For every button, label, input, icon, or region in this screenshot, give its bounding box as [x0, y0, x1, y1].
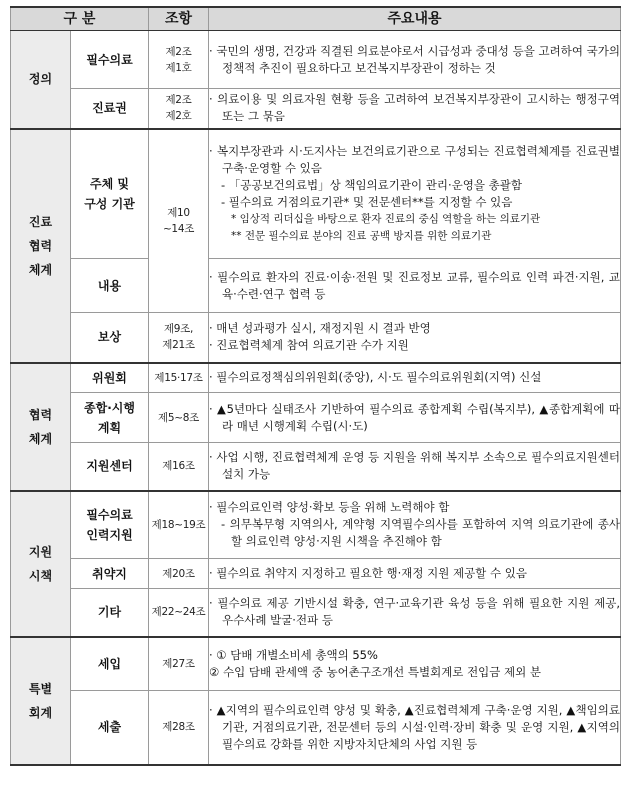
content-line: - 의무복무형 지역의사, 계약형 지역필수의사를 포함하여 지역 의료기관에 종사할 의료인력 양성·지원 시책을 추진해야 함: [221, 517, 620, 549]
table-row: [11, 259, 621, 313]
article-cell: 제5~8조: [149, 393, 209, 443]
subcategory-cell: 종합·시행 계획: [71, 393, 149, 443]
content-cell: [209, 691, 621, 765]
content-line: · 의료이용 및 의료자원 현황 등을 고려하여 보건복지부장관이 고시하는 행정구역 또는 그 묶음: [209, 92, 620, 124]
article-cell: 제2조 제2호: [149, 89, 209, 129]
table-row: [11, 31, 621, 89]
category-cell: 특별 회계: [11, 637, 71, 765]
content-line: · 필수의료인력 양성·확보 등을 위해 노력해야 함: [209, 500, 450, 515]
footnote-line: * 임상적 리더십을 바탕으로 환자 진료의 중심 역할을 하는 의료기관: [231, 212, 541, 225]
table-row: [11, 393, 621, 443]
subcategory-cell: 진료권: [71, 89, 149, 129]
subcategory-cell: 내용: [71, 259, 149, 313]
article-cell: 제15·17조: [149, 363, 209, 393]
article-cell: 제20조: [149, 559, 209, 589]
category-cell: 협력 체계: [11, 363, 71, 491]
header-content: 주요내용: [209, 7, 621, 31]
subcategory-cell: 위원회: [71, 363, 149, 393]
content-line: · 필수의료 환자의 진료·이송·전원 및 진료정보 교류, 필수의료 인력 파견·지원, 교육·수련·연구 협력 등: [209, 269, 620, 301]
table-row: [11, 589, 621, 637]
content-cell: [209, 559, 621, 589]
article-cell: 제16조: [149, 443, 209, 491]
subcategory-cell: 보상: [71, 313, 149, 363]
content-line: · ▲5년마다 실태조사 기반하여 필수의료 종합계획 수립(복지부), ▲종합계획에 따라 매년 시행계획 수립(시·도): [209, 401, 620, 433]
table-row: [11, 313, 621, 363]
content-cell: [209, 129, 621, 259]
article-cell: 제10 ~14조: [149, 129, 209, 313]
subcategory-cell: 필수의료 인력지원: [71, 491, 149, 559]
content-line: · 진료협력체계 참여 의료기관 수가 지원: [209, 338, 409, 353]
article-cell: 제22~24조: [149, 589, 209, 637]
content-cell: [209, 637, 621, 691]
content-line: · 국민의 생명, 건강과 직결된 의료분야로서 시급성과 중대성 등을 고려하여 국가의 정책적 추진이 필요하다고 보건복지부장관이 정하는 것: [209, 43, 620, 75]
header-gubun: 구 분: [11, 7, 149, 31]
article-cell: 제28조: [149, 691, 209, 765]
subcategory-cell: 주체 및 구성 기관: [71, 129, 149, 259]
subcategory-cell: 기타: [71, 589, 149, 637]
content-line: · 필수의료정책심의위원회(중앙), 시·도 필수의료위원회(지역) 신설: [209, 370, 542, 385]
table-row: [11, 89, 621, 129]
table-row: [11, 129, 621, 259]
subcategory-cell: 취약지: [71, 559, 149, 589]
article-cell: 제27조: [149, 637, 209, 691]
content-cell: [209, 259, 621, 313]
subcategory-cell: 세출: [71, 691, 149, 765]
law-summary-table: [10, 6, 621, 766]
content-line: · ① 담배 개별소비세 총액의 55%: [209, 647, 378, 662]
table-row: [11, 443, 621, 491]
content-cell: [209, 313, 621, 363]
header-article: 조항: [149, 7, 209, 31]
header-row: [11, 7, 621, 31]
content-cell: [209, 31, 621, 89]
content-line: · 필수의료 취약지 지정하고 필요한 행·재정 지원 제공할 수 있음: [209, 566, 527, 580]
table-row: [11, 491, 621, 559]
content-line: ② 수입 담배 관세액 중 농어촌구조개선 특별회계로 전입금 제외 분: [209, 664, 542, 679]
table-row: [11, 559, 621, 589]
table-row: [11, 637, 621, 691]
article-cell: 제18~19조: [149, 491, 209, 559]
category-cell: 정의: [11, 31, 71, 129]
content-cell: [209, 393, 621, 443]
content-line: · 복지부장관과 시·도지사는 보건의료기관으로 구성되는 진료협력체계를 진료권별 구축·운영할 수 있음: [209, 143, 620, 175]
content-line: · 사업 시행, 진료협력체계 운영 등 지원을 위해 복지부 소속으로 필수의료지원센터 설치 가능: [209, 450, 620, 482]
content-line: · 매년 성과평가 실시, 재정지원 시 결과 반영: [209, 321, 431, 336]
subcategory-cell: 필수의료: [71, 31, 149, 89]
subcategory-cell: 지원센터: [71, 443, 149, 491]
content-line: · ▲지역의 필수의료인력 양성 및 확충, ▲진료협력체계 구축·운영 지원, ▲책임의료기관, 거점의료기관, 전문센터 등의 시설·인력·장비 확충 및 운영 지원, ▲지역의 필수의료 강화를 위한 지방자치단체의 사업 지원 등: [209, 702, 620, 751]
footnote-line: ** 전문 필수의료 분야의 진료 공백 방지를 위한 의료기관: [231, 229, 492, 242]
content-line: - 「공공보건의료법」상 책임의료기관이 관리·운영을 총괄함: [221, 177, 522, 192]
article-cell: 제2조 제1호: [149, 31, 209, 89]
category-cell: 진료 협력 체계: [11, 129, 71, 363]
table-row: [11, 363, 621, 393]
content-line: · 필수의료 제공 기반시설 확충, 연구·교육기관 육성 등을 위해 필요한 지원 제공, 우수사례 발굴·전파 등: [209, 596, 620, 628]
content-cell: [209, 443, 621, 491]
content-cell: [209, 89, 621, 129]
article-cell: 제9조, 제21조: [149, 313, 209, 363]
content-cell: [209, 491, 621, 559]
category-cell: 지원 시책: [11, 491, 71, 637]
subcategory-cell: 세입: [71, 637, 149, 691]
content-cell: [209, 589, 621, 637]
content-line: - 필수의료 거점의료기관* 및 전문센터**를 지정할 수 있음: [221, 194, 513, 209]
content-cell: [209, 363, 621, 393]
table-row: [11, 691, 621, 765]
